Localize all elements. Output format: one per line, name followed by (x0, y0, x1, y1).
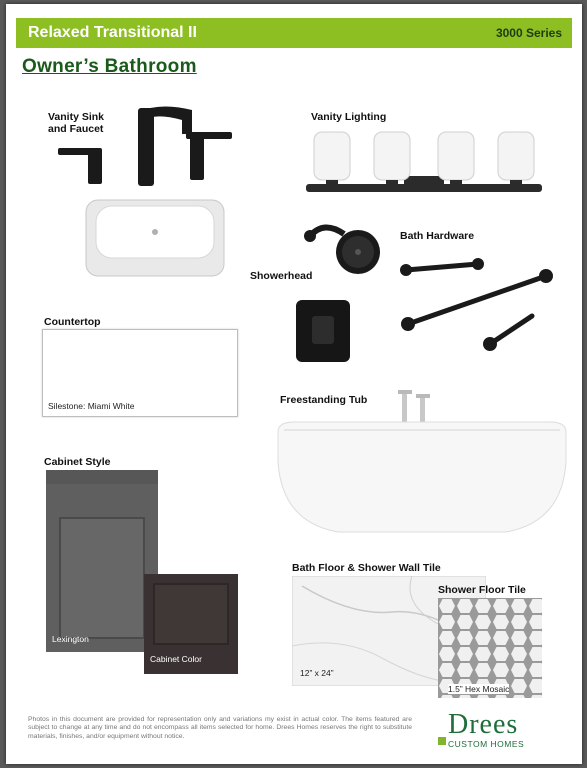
bath-hardware-label: Bath Hardware (400, 230, 475, 242)
faucet-spout-body (138, 108, 154, 186)
vanity-sink-label-line1: Vanity Sink (48, 111, 105, 123)
light-socket-2 (386, 180, 398, 186)
tub-body (278, 422, 566, 532)
freestanding-tub-image (274, 382, 570, 542)
showerhead-label: Showerhead (250, 270, 313, 282)
light-shade-4 (498, 132, 534, 180)
series-name: Relaxed Transitional II (28, 24, 197, 41)
shower-trim-handle (312, 316, 334, 344)
document-page (6, 4, 582, 764)
countertop-swatch (42, 329, 238, 417)
bath-hardware-image (396, 250, 556, 360)
sink-drain (152, 229, 158, 235)
vanity-lighting-label: Vanity Lighting (311, 111, 387, 123)
countertop-caption: Silestone: Miami White (48, 401, 135, 411)
page-title: Owner’s Bathroom (22, 56, 197, 77)
vanity-sink-label-line2: and Faucet (48, 123, 104, 135)
series-header (16, 18, 572, 48)
countertop-label: Countertop (44, 316, 101, 328)
cabinet-color-caption: Cabinet Color (150, 654, 202, 664)
light-fixture-backplate (404, 176, 444, 192)
towel-bar (408, 276, 546, 324)
light-shade-2 (374, 132, 410, 180)
logo-square-icon (438, 737, 446, 745)
cabinet-door-panel (60, 518, 144, 638)
faucet-right-handle-body (190, 136, 204, 180)
disclaimer-text: Photos in this document are provided for representation only and variations my exist in actual color. The items featured are subject to change at any time and do not encompass all items selected for home. Drees Homes reserves the right to substitute materials, finishes, and/or equipment without notice. (28, 716, 412, 740)
light-socket-4 (510, 180, 522, 186)
vanity-light-fixture-image (302, 126, 546, 202)
logo-tagline: CUSTOM HOMES (448, 739, 525, 749)
towel-ring-bar (406, 264, 478, 270)
shower-floor-tile-swatch (438, 598, 542, 698)
floor-tile-label: Bath Floor & Shower Wall Tile (292, 562, 441, 574)
drees-logo (436, 709, 562, 755)
cabinet-style-label: Cabinet Style (44, 456, 111, 468)
shower-trim-image (292, 296, 354, 366)
light-shade-1 (314, 132, 350, 180)
light-socket-1 (326, 180, 338, 186)
freestanding-tub-label: Freestanding Tub (280, 394, 368, 406)
hex-mosaic-pattern (438, 598, 542, 698)
cabinet-door-image (46, 470, 158, 652)
floor-tile-size-caption: 12” x 24” (300, 668, 334, 678)
logo-wordmark: Drees (448, 709, 519, 740)
series-number: 3000 Series (495, 26, 562, 40)
light-socket-3 (450, 180, 462, 186)
cabinet-name-caption: Lexington (52, 634, 89, 644)
shower-floor-tile-label: Shower Floor Tile (438, 584, 526, 596)
toilet-paper-holder (490, 316, 532, 344)
faucet-left-handle-body (88, 148, 102, 184)
shower-floor-caption: 1.5” Hex Mosaic (448, 684, 510, 694)
showerhead-image (304, 216, 384, 282)
light-shade-3 (438, 132, 474, 180)
vanity-faucet-and-sink-image (50, 104, 240, 284)
